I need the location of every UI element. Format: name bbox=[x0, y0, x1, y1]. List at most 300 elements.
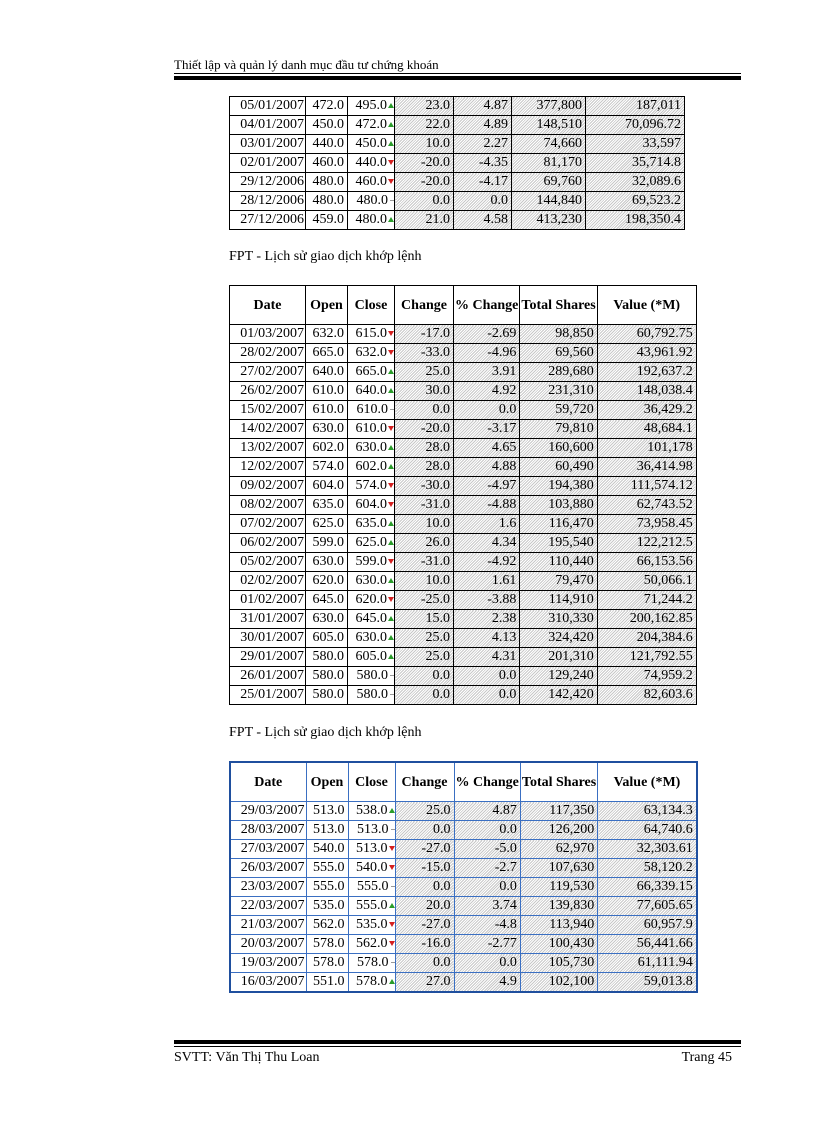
date-cell: 09/02/2007 bbox=[230, 477, 306, 496]
change-cell: 15.0 bbox=[395, 610, 454, 629]
date-cell: 13/02/2007 bbox=[230, 439, 306, 458]
value-cell: 63,134.3 bbox=[598, 802, 697, 821]
pct-change-cell: -4.8 bbox=[454, 916, 520, 935]
open-cell: 580.0 bbox=[306, 648, 348, 667]
shares-cell: 105,730 bbox=[520, 954, 597, 973]
change-cell: 28.0 bbox=[395, 439, 454, 458]
pct-change-cell: 4.13 bbox=[454, 629, 520, 648]
date-cell: 14/02/2007 bbox=[230, 420, 306, 439]
close-cell bbox=[348, 192, 395, 211]
up-arrow-icon bbox=[388, 578, 394, 583]
shares-cell: 69,560 bbox=[520, 344, 597, 363]
header-rule-thick bbox=[174, 76, 741, 80]
open-cell: 562.0 bbox=[306, 916, 348, 935]
date-cell: 02/02/2007 bbox=[230, 572, 306, 591]
value-cell: 35,714.8 bbox=[586, 154, 685, 173]
shares-cell: 107,630 bbox=[520, 859, 597, 878]
value-cell: 69,523.2 bbox=[586, 192, 685, 211]
header-close: Close bbox=[348, 762, 395, 802]
value-cell: 32,303.61 bbox=[598, 840, 697, 859]
footer-rule-thin bbox=[174, 1046, 741, 1047]
value-cell: 187,011 bbox=[586, 97, 685, 116]
footer-page-number: Trang 45 bbox=[681, 1050, 732, 1065]
close-cell bbox=[348, 534, 395, 553]
down-arrow-icon bbox=[388, 160, 394, 165]
open-cell: 460.0 bbox=[306, 154, 348, 173]
change-cell: 0.0 bbox=[395, 401, 454, 420]
shares-cell: 126,200 bbox=[520, 821, 597, 840]
pct-change-cell: 4.89 bbox=[454, 116, 512, 135]
change-cell: 28.0 bbox=[395, 458, 454, 477]
date-cell: 01/02/2007 bbox=[230, 591, 306, 610]
table-row bbox=[230, 629, 697, 648]
close-value: 540.0 bbox=[356, 860, 388, 875]
close-value: 665.0 bbox=[355, 364, 387, 379]
table-row bbox=[230, 515, 697, 534]
close-cell bbox=[348, 629, 395, 648]
open-cell: 605.0 bbox=[306, 629, 348, 648]
value-cell: 43,961.92 bbox=[597, 344, 696, 363]
close-cell bbox=[348, 954, 395, 973]
footer-rule-thick bbox=[174, 1040, 741, 1044]
change-cell: -27.0 bbox=[395, 840, 454, 859]
change-cell: -31.0 bbox=[395, 496, 454, 515]
close-cell bbox=[348, 591, 395, 610]
header-open: Open bbox=[306, 286, 348, 325]
header-pct-change: % Change bbox=[454, 762, 520, 802]
close-value: 578.0 bbox=[357, 955, 389, 970]
value-cell: 73,958.45 bbox=[597, 515, 696, 534]
close-value: 450.0 bbox=[355, 136, 387, 151]
change-cell: 25.0 bbox=[395, 648, 454, 667]
header-change: Change bbox=[395, 762, 454, 802]
close-value: 604.0 bbox=[355, 497, 387, 512]
close-cell bbox=[348, 135, 395, 154]
value-cell: 50,066.1 bbox=[597, 572, 696, 591]
change-cell: 0.0 bbox=[395, 821, 454, 840]
open-cell: 551.0 bbox=[306, 973, 348, 993]
table-row bbox=[230, 154, 685, 173]
change-cell: 0.0 bbox=[395, 878, 454, 897]
value-cell: 66,153.56 bbox=[597, 553, 696, 572]
date-cell: 26/02/2007 bbox=[230, 382, 306, 401]
table-row bbox=[230, 534, 697, 553]
open-cell: 632.0 bbox=[306, 325, 348, 344]
table-caption-3: FPT - Lịch sử giao dịch khớp lệnh bbox=[229, 725, 422, 740]
up-arrow-icon bbox=[388, 141, 394, 146]
open-cell: 578.0 bbox=[306, 935, 348, 954]
close-cell bbox=[348, 878, 395, 897]
open-cell: 578.0 bbox=[306, 954, 348, 973]
close-value: 610.0 bbox=[356, 402, 388, 417]
up-arrow-icon bbox=[389, 808, 395, 813]
table-row bbox=[230, 401, 697, 420]
shares-cell: 116,470 bbox=[520, 515, 597, 534]
shares-cell: 102,100 bbox=[520, 973, 597, 993]
date-cell: 26/01/2007 bbox=[230, 667, 306, 686]
date-cell: 31/01/2007 bbox=[230, 610, 306, 629]
close-value: 495.0 bbox=[355, 98, 387, 113]
value-cell: 198,350.4 bbox=[586, 211, 685, 230]
open-cell: 610.0 bbox=[306, 401, 348, 420]
change-cell: -20.0 bbox=[395, 420, 454, 439]
up-arrow-icon bbox=[388, 464, 394, 469]
value-cell: 77,605.65 bbox=[598, 897, 697, 916]
close-cell bbox=[348, 458, 395, 477]
close-value: 513.0 bbox=[356, 841, 388, 856]
pct-change-cell: -2.69 bbox=[454, 325, 520, 344]
shares-cell: 144,840 bbox=[512, 192, 586, 211]
change-cell: 25.0 bbox=[395, 629, 454, 648]
change-cell: 23.0 bbox=[395, 97, 454, 116]
open-cell: 602.0 bbox=[306, 439, 348, 458]
up-arrow-icon bbox=[389, 979, 395, 984]
open-cell: 472.0 bbox=[306, 97, 348, 116]
table-row bbox=[230, 477, 697, 496]
value-cell: 111,574.12 bbox=[597, 477, 696, 496]
close-cell bbox=[348, 572, 395, 591]
down-arrow-icon bbox=[388, 350, 394, 355]
change-cell: -31.0 bbox=[395, 553, 454, 572]
close-value: 602.0 bbox=[355, 459, 387, 474]
unchanged-icon bbox=[390, 200, 394, 201]
close-cell bbox=[348, 973, 395, 993]
change-cell: -33.0 bbox=[395, 344, 454, 363]
pct-change-cell: 4.88 bbox=[454, 458, 520, 477]
down-arrow-icon bbox=[388, 179, 394, 184]
value-cell: 74,959.2 bbox=[597, 667, 696, 686]
shares-cell: 129,240 bbox=[520, 667, 597, 686]
pct-change-cell: 4.9 bbox=[454, 973, 520, 993]
up-arrow-icon bbox=[388, 369, 394, 374]
change-cell: 22.0 bbox=[395, 116, 454, 135]
shares-cell: 160,600 bbox=[520, 439, 597, 458]
close-cell bbox=[348, 325, 395, 344]
date-cell: 28/12/2006 bbox=[230, 192, 306, 211]
header-total-shares: Total Shares bbox=[520, 762, 597, 802]
value-cell: 58,120.2 bbox=[598, 859, 697, 878]
pct-change-cell: 4.87 bbox=[454, 97, 512, 116]
page-header-title: Thiết lập và quản lý danh mục đầu tư chứng khoán bbox=[174, 57, 439, 72]
table-row bbox=[230, 382, 697, 401]
close-value: 535.0 bbox=[356, 917, 388, 932]
close-cell bbox=[348, 173, 395, 192]
header-pct-change: % Change bbox=[454, 286, 520, 325]
date-cell: 21/03/2007 bbox=[230, 916, 306, 935]
close-value: 635.0 bbox=[355, 516, 387, 531]
table-row bbox=[230, 591, 697, 610]
close-value: 480.0 bbox=[355, 212, 387, 227]
value-cell: 33,597 bbox=[586, 135, 685, 154]
header-total-shares: Total Shares bbox=[520, 286, 597, 325]
down-arrow-icon bbox=[388, 483, 394, 488]
up-arrow-icon bbox=[388, 540, 394, 545]
value-cell: 71,244.2 bbox=[597, 591, 696, 610]
shares-cell: 117,350 bbox=[520, 802, 597, 821]
date-cell: 27/02/2007 bbox=[230, 363, 306, 382]
shares-cell: 310,330 bbox=[520, 610, 597, 629]
unchanged-icon bbox=[391, 962, 395, 963]
change-cell: 25.0 bbox=[395, 363, 454, 382]
open-cell: 625.0 bbox=[306, 515, 348, 534]
close-value: 620.0 bbox=[355, 592, 387, 607]
date-cell: 27/03/2007 bbox=[230, 840, 306, 859]
unchanged-icon bbox=[390, 694, 394, 695]
shares-cell: 324,420 bbox=[520, 629, 597, 648]
open-cell: 580.0 bbox=[306, 667, 348, 686]
pct-change-cell: 0.0 bbox=[454, 686, 520, 705]
table-row bbox=[230, 897, 697, 916]
change-cell: -15.0 bbox=[395, 859, 454, 878]
shares-cell: 79,810 bbox=[520, 420, 597, 439]
close-value: 555.0 bbox=[356, 898, 388, 913]
change-cell: 21.0 bbox=[395, 211, 454, 230]
open-cell: 645.0 bbox=[306, 591, 348, 610]
table-row bbox=[230, 439, 697, 458]
pct-change-cell: -4.88 bbox=[454, 496, 520, 515]
close-value: 578.0 bbox=[356, 974, 388, 989]
unchanged-icon bbox=[391, 829, 395, 830]
down-arrow-icon bbox=[388, 426, 394, 431]
open-cell: 630.0 bbox=[306, 420, 348, 439]
date-cell: 16/03/2007 bbox=[230, 973, 306, 993]
date-cell: 29/03/2007 bbox=[230, 802, 306, 821]
pct-change-cell: -4.17 bbox=[454, 173, 512, 192]
up-arrow-icon bbox=[388, 521, 394, 526]
shares-cell: 119,530 bbox=[520, 878, 597, 897]
open-cell: 580.0 bbox=[306, 686, 348, 705]
value-cell: 70,096.72 bbox=[586, 116, 685, 135]
pct-change-cell: 0.0 bbox=[454, 878, 520, 897]
change-cell: -17.0 bbox=[395, 325, 454, 344]
unchanged-icon bbox=[390, 675, 394, 676]
table-row bbox=[230, 840, 697, 859]
change-cell: 0.0 bbox=[395, 667, 454, 686]
close-cell bbox=[348, 935, 395, 954]
date-cell: 25/01/2007 bbox=[230, 686, 306, 705]
up-arrow-icon bbox=[388, 445, 394, 450]
open-cell: 513.0 bbox=[306, 821, 348, 840]
close-cell bbox=[348, 496, 395, 515]
close-cell bbox=[348, 859, 395, 878]
open-cell: 540.0 bbox=[306, 840, 348, 859]
pct-change-cell: 4.34 bbox=[454, 534, 520, 553]
table-row bbox=[230, 363, 697, 382]
date-cell: 02/01/2007 bbox=[230, 154, 306, 173]
shares-cell: 413,230 bbox=[512, 211, 586, 230]
header-value: Value (*M) bbox=[597, 286, 696, 325]
open-cell: 574.0 bbox=[306, 458, 348, 477]
open-cell: 635.0 bbox=[306, 496, 348, 515]
value-cell: 36,429.2 bbox=[597, 401, 696, 420]
date-cell: 27/12/2006 bbox=[230, 211, 306, 230]
pct-change-cell: 3.91 bbox=[454, 363, 520, 382]
pct-change-cell: 3.74 bbox=[454, 897, 520, 916]
table-row bbox=[230, 821, 697, 840]
open-cell: 620.0 bbox=[306, 572, 348, 591]
down-arrow-icon bbox=[389, 865, 395, 870]
close-value: 472.0 bbox=[355, 117, 387, 132]
change-cell: 26.0 bbox=[395, 534, 454, 553]
trading-history-table-3 bbox=[229, 761, 698, 993]
date-cell: 30/01/2007 bbox=[230, 629, 306, 648]
header-date: Date bbox=[230, 762, 306, 802]
change-cell: -16.0 bbox=[395, 935, 454, 954]
close-cell bbox=[348, 686, 395, 705]
date-cell: 05/01/2007 bbox=[230, 97, 306, 116]
close-cell bbox=[348, 420, 395, 439]
change-cell: -30.0 bbox=[395, 477, 454, 496]
header-close: Close bbox=[348, 286, 395, 325]
close-cell bbox=[348, 916, 395, 935]
value-cell: 122,212.5 bbox=[597, 534, 696, 553]
up-arrow-icon bbox=[388, 654, 394, 659]
open-cell: 604.0 bbox=[306, 477, 348, 496]
close-value: 574.0 bbox=[355, 478, 387, 493]
pct-change-cell: 0.0 bbox=[454, 401, 520, 420]
down-arrow-icon bbox=[389, 922, 395, 927]
open-cell: 513.0 bbox=[306, 802, 348, 821]
open-cell: 440.0 bbox=[306, 135, 348, 154]
up-arrow-icon bbox=[388, 122, 394, 127]
pct-change-cell: -3.17 bbox=[454, 420, 520, 439]
close-value: 440.0 bbox=[355, 155, 387, 170]
pct-change-cell: 2.38 bbox=[454, 610, 520, 629]
shares-cell: 289,680 bbox=[520, 363, 597, 382]
pct-change-cell: 0.0 bbox=[454, 954, 520, 973]
value-cell: 82,603.6 bbox=[597, 686, 696, 705]
close-value: 460.0 bbox=[355, 174, 387, 189]
close-value: 599.0 bbox=[355, 554, 387, 569]
value-cell: 59,013.8 bbox=[598, 973, 697, 993]
shares-cell: 74,660 bbox=[512, 135, 586, 154]
value-cell: 60,792.75 bbox=[597, 325, 696, 344]
change-cell: 20.0 bbox=[395, 897, 454, 916]
close-value: 562.0 bbox=[356, 936, 388, 951]
header-rule-thin bbox=[174, 73, 741, 74]
change-cell: 25.0 bbox=[395, 802, 454, 821]
open-cell: 630.0 bbox=[306, 553, 348, 572]
table-row bbox=[230, 610, 697, 629]
down-arrow-icon bbox=[388, 597, 394, 602]
close-cell bbox=[348, 610, 395, 629]
date-cell: 29/12/2006 bbox=[230, 173, 306, 192]
open-cell: 555.0 bbox=[306, 859, 348, 878]
close-value: 538.0 bbox=[356, 803, 388, 818]
close-value: 630.0 bbox=[355, 630, 387, 645]
pct-change-cell: 1.61 bbox=[454, 572, 520, 591]
date-cell: 05/02/2007 bbox=[230, 553, 306, 572]
close-value: 513.0 bbox=[357, 822, 389, 837]
shares-cell: 79,470 bbox=[520, 572, 597, 591]
close-cell bbox=[348, 211, 395, 230]
table-row bbox=[230, 135, 685, 154]
close-cell bbox=[348, 344, 395, 363]
close-cell bbox=[348, 363, 395, 382]
shares-cell: 100,430 bbox=[520, 935, 597, 954]
open-cell: 535.0 bbox=[306, 897, 348, 916]
table-row bbox=[230, 954, 697, 973]
close-value: 605.0 bbox=[355, 649, 387, 664]
value-cell: 200,162.85 bbox=[597, 610, 696, 629]
table-row bbox=[230, 686, 697, 705]
change-cell: -20.0 bbox=[395, 173, 454, 192]
pct-change-cell: -4.97 bbox=[454, 477, 520, 496]
shares-cell: 142,420 bbox=[520, 686, 597, 705]
close-cell bbox=[348, 802, 395, 821]
table-row bbox=[230, 802, 697, 821]
table-row bbox=[230, 667, 697, 686]
date-cell: 07/02/2007 bbox=[230, 515, 306, 534]
table-row bbox=[230, 916, 697, 935]
close-value: 480.0 bbox=[356, 193, 388, 208]
open-cell: 599.0 bbox=[306, 534, 348, 553]
close-cell bbox=[348, 821, 395, 840]
footer-author: SVTT: Văn Thị Thu Loan bbox=[174, 1050, 320, 1065]
date-cell: 20/03/2007 bbox=[230, 935, 306, 954]
table-row bbox=[230, 553, 697, 572]
table-row bbox=[230, 325, 697, 344]
value-cell: 148,038.4 bbox=[597, 382, 696, 401]
date-cell: 12/02/2007 bbox=[230, 458, 306, 477]
pct-change-cell: 2.27 bbox=[454, 135, 512, 154]
value-cell: 64,740.6 bbox=[598, 821, 697, 840]
date-cell: 01/03/2007 bbox=[230, 325, 306, 344]
close-value: 630.0 bbox=[355, 573, 387, 588]
open-cell: 640.0 bbox=[306, 363, 348, 382]
date-cell: 08/02/2007 bbox=[230, 496, 306, 515]
pct-change-cell: 4.87 bbox=[454, 802, 520, 821]
close-cell bbox=[348, 477, 395, 496]
open-cell: 665.0 bbox=[306, 344, 348, 363]
close-value: 630.0 bbox=[355, 440, 387, 455]
shares-cell: 113,940 bbox=[520, 916, 597, 935]
up-arrow-icon bbox=[389, 903, 395, 908]
header-change: Change bbox=[395, 286, 454, 325]
value-cell: 36,414.98 bbox=[597, 458, 696, 477]
pct-change-cell: 4.65 bbox=[454, 439, 520, 458]
close-value: 625.0 bbox=[355, 535, 387, 550]
shares-cell: 62,970 bbox=[520, 840, 597, 859]
header-date: Date bbox=[230, 286, 306, 325]
table-row bbox=[230, 973, 697, 993]
shares-cell: 194,380 bbox=[520, 477, 597, 496]
down-arrow-icon bbox=[389, 846, 395, 851]
shares-cell: 110,440 bbox=[520, 553, 597, 572]
header-open: Open bbox=[306, 762, 348, 802]
date-cell: 28/03/2007 bbox=[230, 821, 306, 840]
date-cell: 22/03/2007 bbox=[230, 897, 306, 916]
shares-cell: 69,760 bbox=[512, 173, 586, 192]
value-cell: 204,384.6 bbox=[597, 629, 696, 648]
change-cell: -27.0 bbox=[395, 916, 454, 935]
close-cell bbox=[348, 382, 395, 401]
up-arrow-icon bbox=[388, 103, 394, 108]
shares-cell: 139,830 bbox=[520, 897, 597, 916]
shares-cell: 377,800 bbox=[512, 97, 586, 116]
shares-cell: 114,910 bbox=[520, 591, 597, 610]
open-cell: 555.0 bbox=[306, 878, 348, 897]
shares-cell: 195,540 bbox=[520, 534, 597, 553]
pct-change-cell: 0.0 bbox=[454, 667, 520, 686]
open-cell: 459.0 bbox=[306, 211, 348, 230]
change-cell: 0.0 bbox=[395, 686, 454, 705]
table-row bbox=[230, 344, 697, 363]
close-value: 615.0 bbox=[355, 326, 387, 341]
pct-change-cell: -2.77 bbox=[454, 935, 520, 954]
close-value: 555.0 bbox=[357, 879, 389, 894]
value-cell: 66,339.15 bbox=[598, 878, 697, 897]
